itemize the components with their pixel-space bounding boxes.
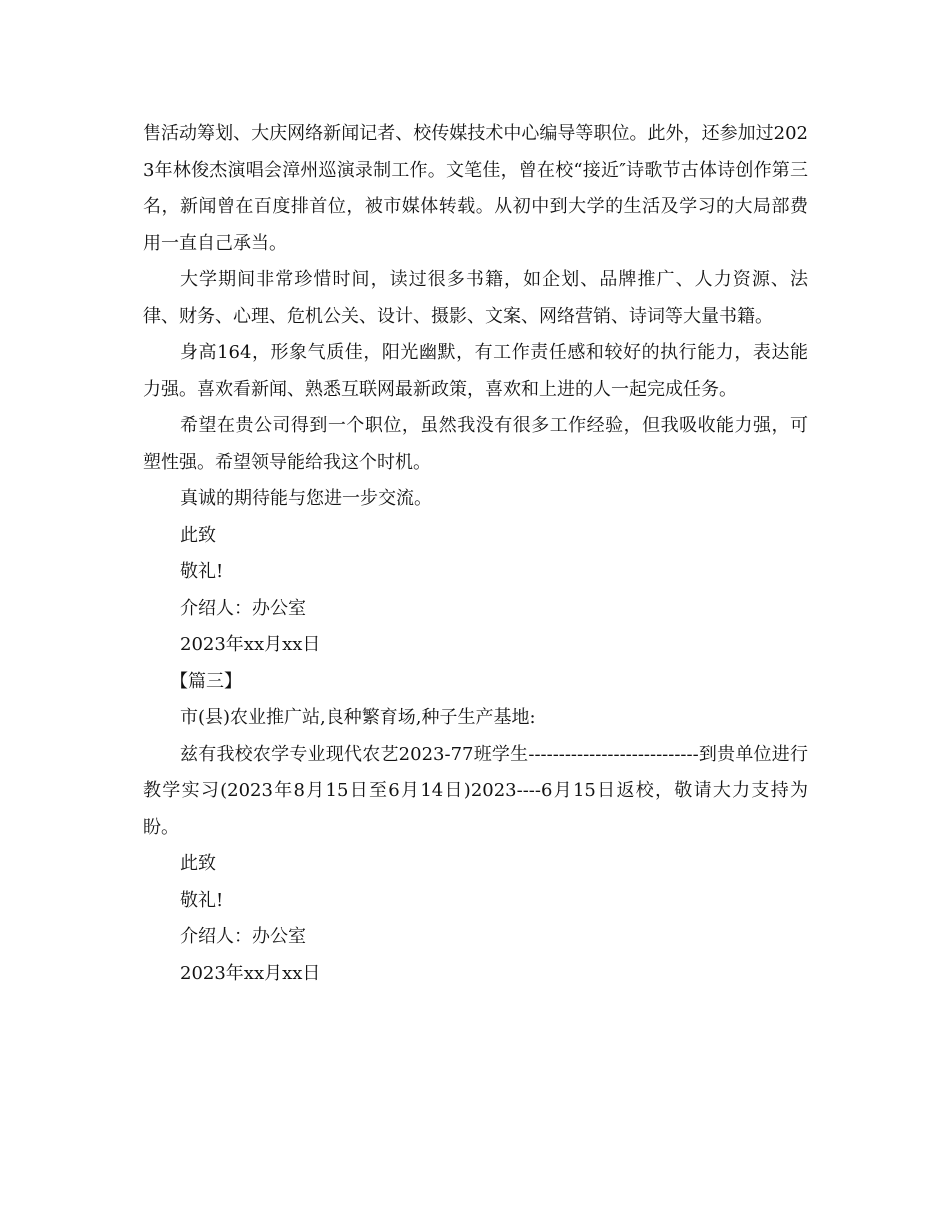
letter2-salutation: 此致 <box>180 853 216 874</box>
letter2-introducer: 介绍人：办公室 <box>180 926 306 947</box>
paragraph-personal-traits: 身高164，形象气质佳，阳光幽默，有工作责任感和较好的执行能力，表达能力强。喜欢看新闻、熟悉互联网最新政策，喜欢和上进的人一起完成任务。 <box>143 342 808 400</box>
paragraph-reading: 大学期间非常珍惜时间，读过很多书籍，如企划、品牌推广、人力资源、法律、财务、心理、危机公关、设计、摄影、文案、网络营销、诗词等大量书籍。 <box>143 269 808 327</box>
letter1-salutation: 此致 <box>180 524 216 546</box>
letter1-respect: 敬礼! <box>180 561 224 582</box>
letter2-respect: 敬礼! <box>180 889 224 911</box>
letter2-date: 2023年xx月xx日 <box>180 962 321 984</box>
section-heading: 【篇三】 <box>170 670 242 692</box>
document-body <box>143 116 808 992</box>
letter2-body: 兹有我校农学专业现代农艺2023-77班学生----------------------------到贵单位进行教学实习(2023年8月15日至6月14日)2023----6月15日返校，敬请大力支持为盼。 <box>143 743 808 838</box>
letter1-introducer: 介绍人：办公室 <box>180 597 306 619</box>
paragraph-closing-wish: 真诚的期待能与您进一步交流。 <box>180 488 432 509</box>
letter1-date: 2023年xx月xx日 <box>180 634 321 655</box>
paragraph-experience: 售活动筹划、大庆网络新闻记者、校传媒技术中心编导等职位。此外，还参加过2023年林俊杰演唱会漳州巡演录制工作。文笔佳，曾在校“接近″诗歌节古体诗创作第三名，新闻曾在百度排首位，被市媒体转载。从初中到大学的生活及学习的大局部费用一直自己承当。 <box>143 123 808 254</box>
paragraph-hope: 希望在贵公司得到一个职位，虽然我没有很多工作经验，但我吸收能力强，可塑性强。希望领导能给我这个时机。 <box>143 415 808 473</box>
letter2-recipient: 市(县)农业推广站,良种繁育场,种子生产基地: <box>180 707 536 728</box>
